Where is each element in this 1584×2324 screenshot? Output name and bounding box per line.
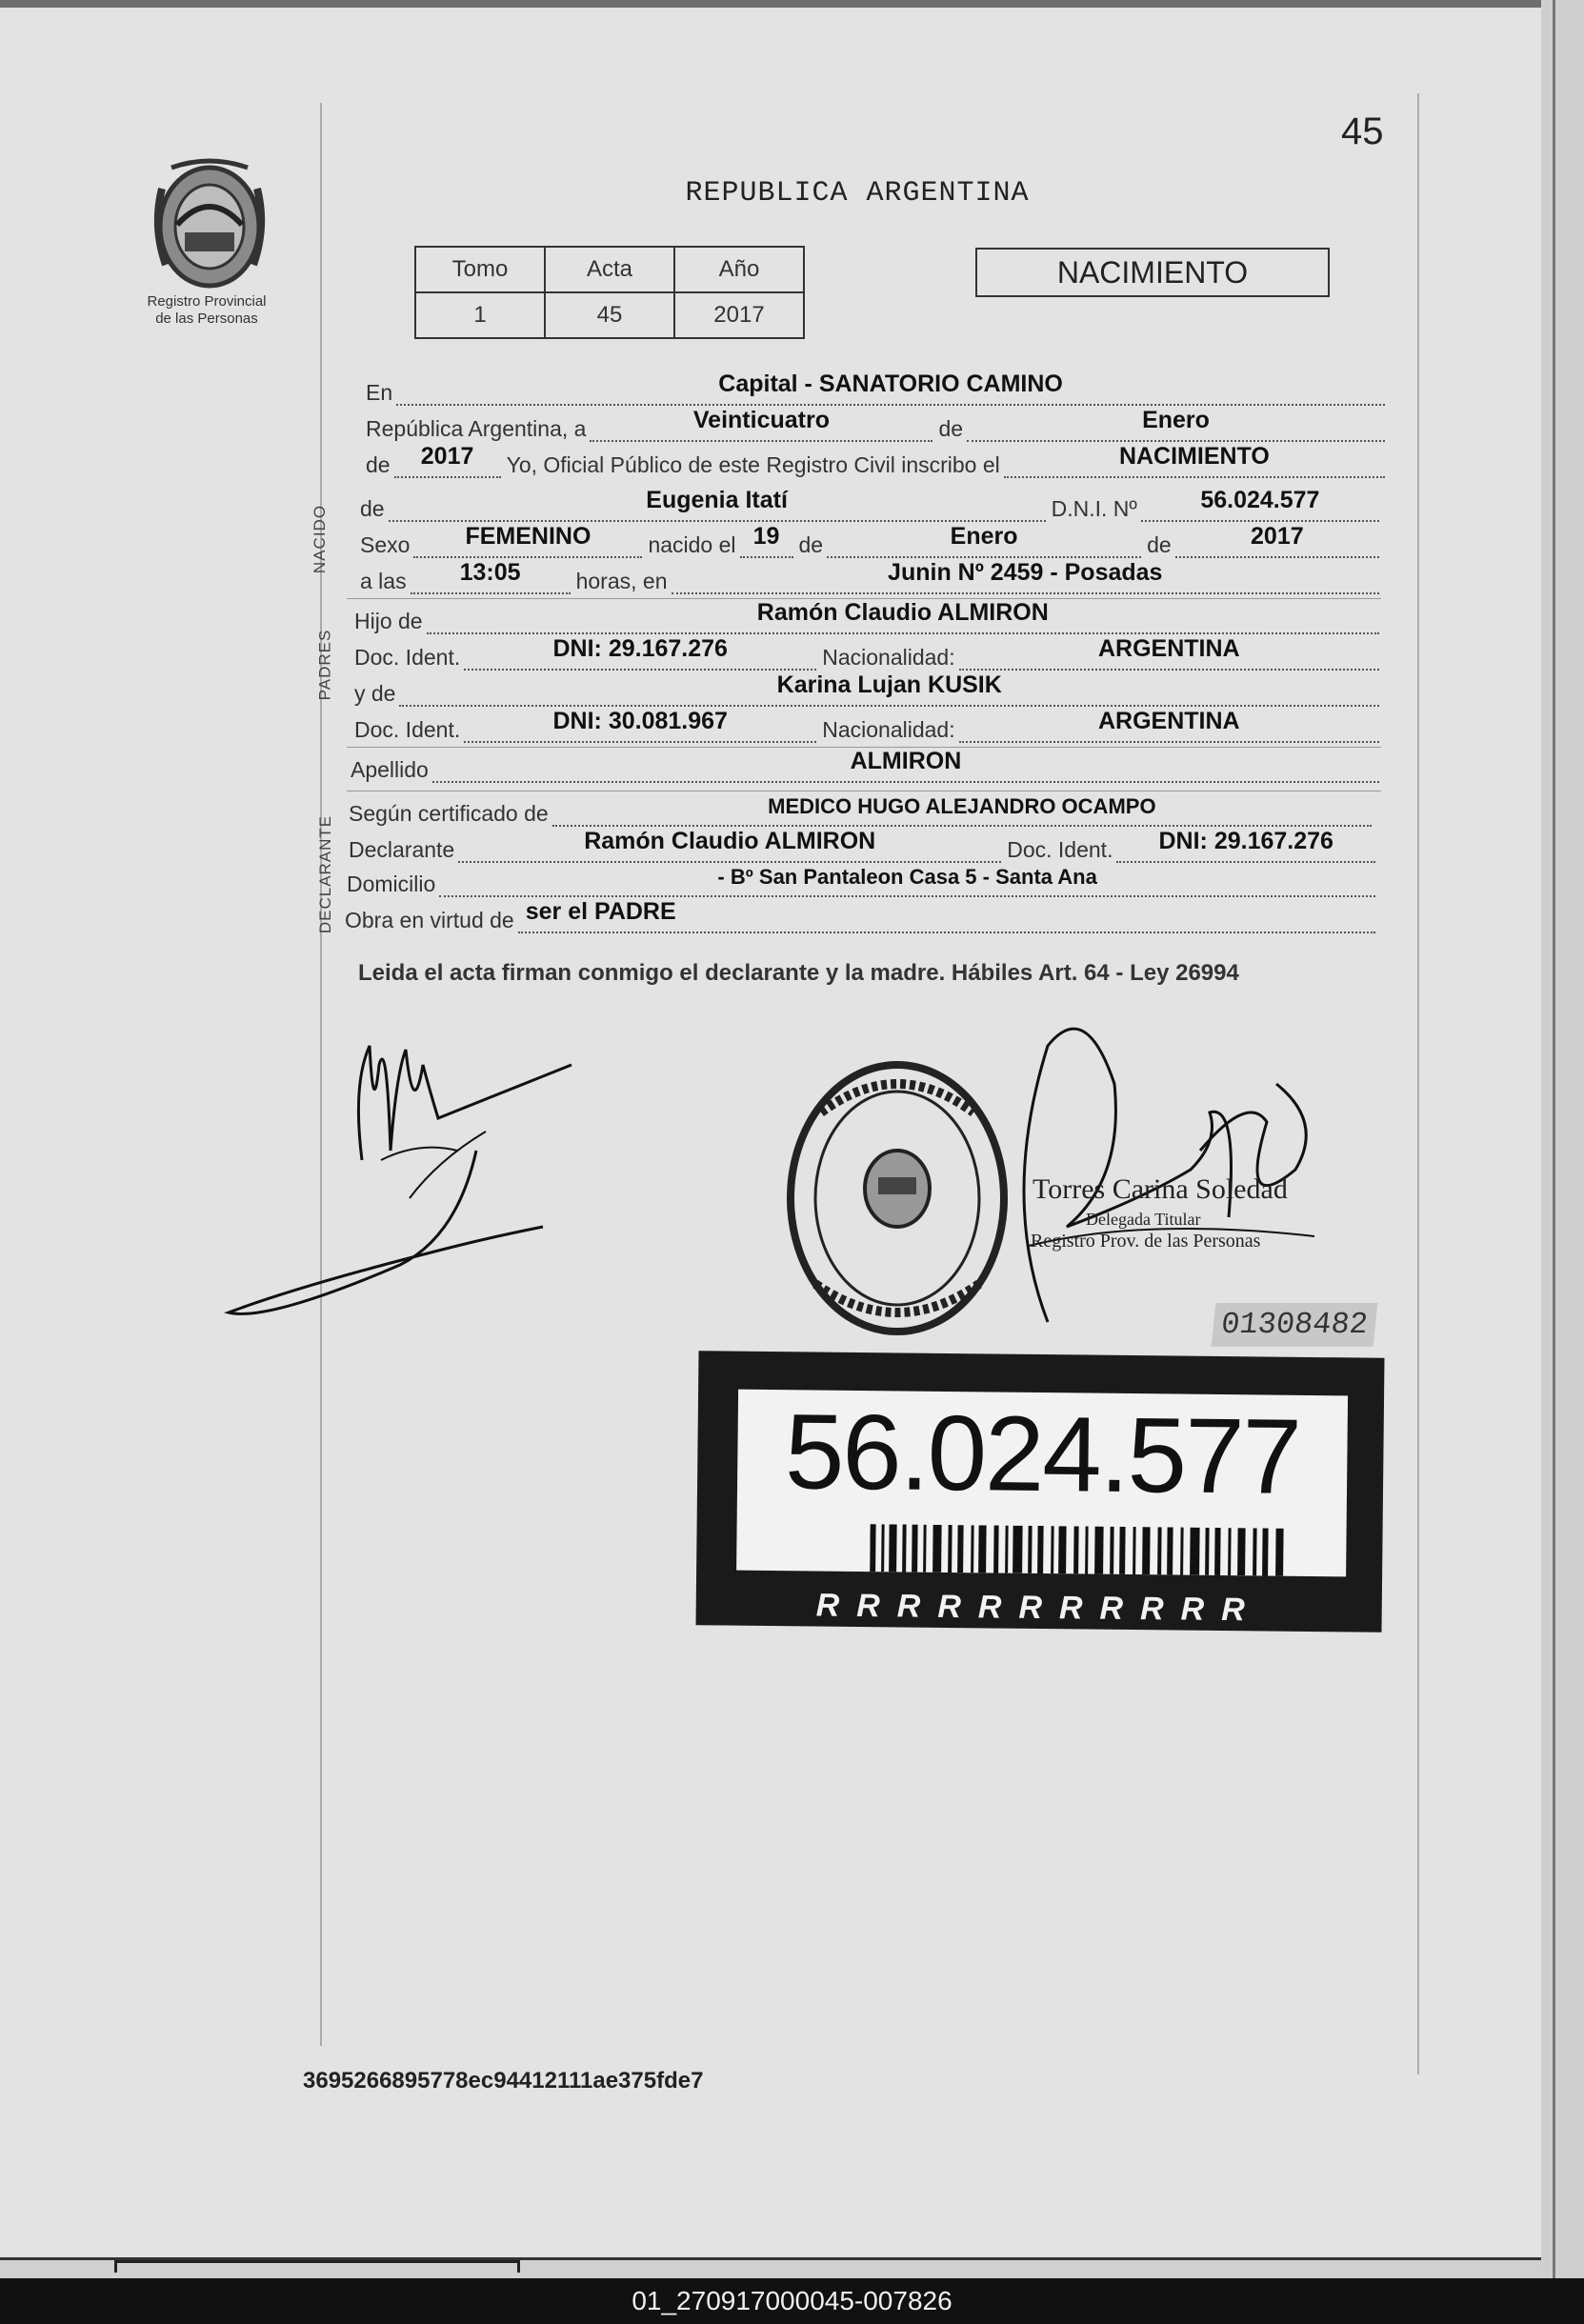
dni-label: D.N.I. Nº <box>1051 496 1137 521</box>
cert-fill <box>552 794 1372 827</box>
anio-fill <box>394 443 501 478</box>
ano-value: 2017 <box>674 292 804 338</box>
dni-sticker <box>696 1351 1385 1633</box>
file-label: 01_270917000045-007826 <box>632 2286 952 2315</box>
nacido-label: nacido el <box>648 532 736 557</box>
official-signature <box>1010 1008 1333 1332</box>
padre-nac-value: ARGENTINA <box>1098 635 1240 662</box>
acta-value: 45 <box>545 292 674 338</box>
decl-dni-value: DNI: 29.167.276 <box>1158 828 1333 854</box>
apellido-label: Apellido <box>351 757 429 782</box>
record-type-box: NACIMIENTO <box>975 248 1330 297</box>
sexo-value: FEMENINO <box>465 523 591 550</box>
madre-dni-fill <box>464 708 816 743</box>
domicilio-fill <box>439 865 1375 897</box>
en-value: Capital - SANATORIO CAMINO <box>718 371 1063 397</box>
declarante-value: Ramón Claudio ALMIRON <box>584 828 876 854</box>
row-certificado <box>349 794 1372 827</box>
apellido-value: ALMIRON <box>850 748 962 774</box>
section-declarante: DECLARANTE <box>316 814 335 934</box>
sexo-label: Sexo <box>360 532 411 557</box>
document-title: REPUBLICA ARGENTINA <box>685 177 1030 210</box>
section-padres: PADRES <box>315 629 334 701</box>
row-madre <box>354 671 1379 707</box>
section-nacido: NACIDO <box>311 504 330 574</box>
de-label: de <box>938 416 964 441</box>
right-page-edge <box>1541 0 1584 2278</box>
row-declarante <box>349 828 1375 863</box>
nac-dia-fill <box>740 523 793 558</box>
padre-nac-fill <box>959 635 1379 671</box>
declarante-label: Declarante <box>349 837 455 862</box>
decl-doc-label: Doc. Ident. <box>1007 837 1113 862</box>
nac-dia-value: 19 <box>752 523 780 550</box>
madre-fill <box>399 671 1379 707</box>
nac-anio-fill <box>1175 523 1379 558</box>
de-anio-label: de <box>366 452 391 477</box>
sexo-fill <box>413 523 642 558</box>
sticker-pattern: RRRRRRRRRRR <box>815 1587 1262 1629</box>
delegate-role: Delegada Titular <box>1086 1210 1201 1229</box>
sticker-panel <box>736 1390 1348 1577</box>
de-anio2-label: de <box>1147 532 1172 557</box>
dni-value: 56.024.577 <box>1200 487 1320 513</box>
horas-label: horas, en <box>575 569 668 593</box>
row-oficial <box>366 443 1385 478</box>
en-fill <box>396 371 1385 406</box>
delegate-office: Registro Prov. de las Personas <box>1031 1231 1261 1252</box>
crest-caption-line-1: Registro Provincial <box>147 293 267 310</box>
lugar-fill <box>672 559 1380 594</box>
row-padre <box>354 599 1379 634</box>
decl-dni-fill <box>1116 828 1375 863</box>
padre-nac-label: Nacionalidad: <box>822 645 955 670</box>
dia-fill <box>590 407 932 442</box>
republica-label: República Argentina, a <box>366 416 587 441</box>
nombre-value: Eugenia Itatí <box>646 487 788 513</box>
row-apellido <box>351 748 1379 783</box>
cert-label: Según certificado de <box>349 801 549 826</box>
domicilio-value: - Bº San Pantaleon Casa 5 - Santa Ana <box>717 865 1097 889</box>
nac-anio-value: 2017 <box>1251 523 1304 550</box>
padre-value: Ramón Claudio ALMIRON <box>756 599 1049 626</box>
sticker-number: 56.024.577 <box>784 1392 1301 1516</box>
nac-mes-value: Enero <box>950 523 1018 550</box>
nac-mes-fill <box>827 523 1141 558</box>
oficial-text: Yo, Oficial Público de este Registro Civil inscribo el <box>506 452 1000 477</box>
right-margin-line <box>1417 93 1419 2074</box>
row-madre-doc <box>354 708 1379 743</box>
inscribo-value: NACIMIENTO <box>1118 443 1270 470</box>
apellido-fill <box>432 748 1379 783</box>
row-padre-doc <box>354 635 1379 671</box>
obra-value: ser el PADRE <box>525 898 676 925</box>
anio-value: 2017 <box>420 443 474 470</box>
de-nombre-label: de <box>360 496 385 521</box>
serial-number: 01308482 <box>1212 1303 1378 1347</box>
de-mes-label: de <box>798 532 824 557</box>
file-label-bar <box>0 2278 1584 2324</box>
row-hora <box>360 559 1379 594</box>
en-label: En <box>366 380 393 405</box>
registry-seal-icon <box>783 1055 1012 1341</box>
page-number: 45 <box>1341 110 1384 152</box>
obra-label: Obra en virtud de <box>345 908 514 932</box>
declarant-signature <box>210 1008 591 1332</box>
tomo-acta-ano-table <box>414 246 805 339</box>
cert-value: MEDICO HUGO ALEJANDRO OCAMPO <box>768 794 1156 818</box>
tomo-value: 1 <box>415 292 545 338</box>
padre-doc-label: Doc. Ident. <box>354 645 461 670</box>
madre-value: Karina Lujan KUSIK <box>776 671 1002 698</box>
row-republica <box>366 407 1385 442</box>
inscribo-fill <box>1004 443 1385 478</box>
hijo-label: Hijo de <box>354 609 423 633</box>
madre-nac-fill <box>959 708 1379 743</box>
padre-dni-value: DNI: 29.167.276 <box>552 635 728 662</box>
dia-value: Veinticuatro <box>692 407 830 433</box>
row-nombre <box>360 487 1379 522</box>
crest-caption <box>116 293 297 328</box>
dni-fill <box>1141 487 1379 522</box>
nombre-fill <box>389 487 1046 522</box>
crest-caption-line-2: de las Personas <box>155 311 258 327</box>
lugar-value: Junin Nº 2459 - Posadas <box>888 559 1163 586</box>
document-hash: 3695266895778ec94412111ae375fde7 <box>303 2068 704 2094</box>
padre-fill <box>427 599 1379 634</box>
madre-doc-label: Doc. Ident. <box>354 717 461 742</box>
hora-fill <box>411 559 571 594</box>
mes-value: Enero <box>1142 407 1210 433</box>
tomo-header: Tomo <box>415 247 545 292</box>
row-domicilio <box>347 865 1375 897</box>
row-en <box>366 371 1385 406</box>
provincial-crest-icon <box>143 150 276 293</box>
acta-header: Acta <box>545 247 674 292</box>
madre-dni-value: DNI: 30.081.967 <box>552 708 728 734</box>
row-obra <box>345 898 1375 933</box>
delegate-name: Torres Carina Soledad <box>1033 1173 1288 1205</box>
barcode-icon <box>870 1524 1289 1576</box>
madre-nac-value: ARGENTINA <box>1098 708 1240 734</box>
closing-text: Leida el acta firman conmigo el declarante y la madre. Hábiles Art. 64 - Ley 26994 <box>358 960 1239 986</box>
padre-dni-fill <box>464 635 816 671</box>
document-page <box>0 8 1541 2278</box>
ano-header: Año <box>674 247 804 292</box>
alas-label: a las <box>360 569 407 593</box>
obra-fill <box>518 898 1375 933</box>
mes-fill <box>967 407 1385 442</box>
hora-value: 13:05 <box>459 559 521 586</box>
yde-label: y de <box>354 681 396 706</box>
madre-nac-label: Nacionalidad: <box>822 717 955 742</box>
row-sexo <box>360 523 1379 558</box>
declarante-fill <box>458 828 1001 863</box>
domicilio-label: Domicilio <box>347 872 436 896</box>
